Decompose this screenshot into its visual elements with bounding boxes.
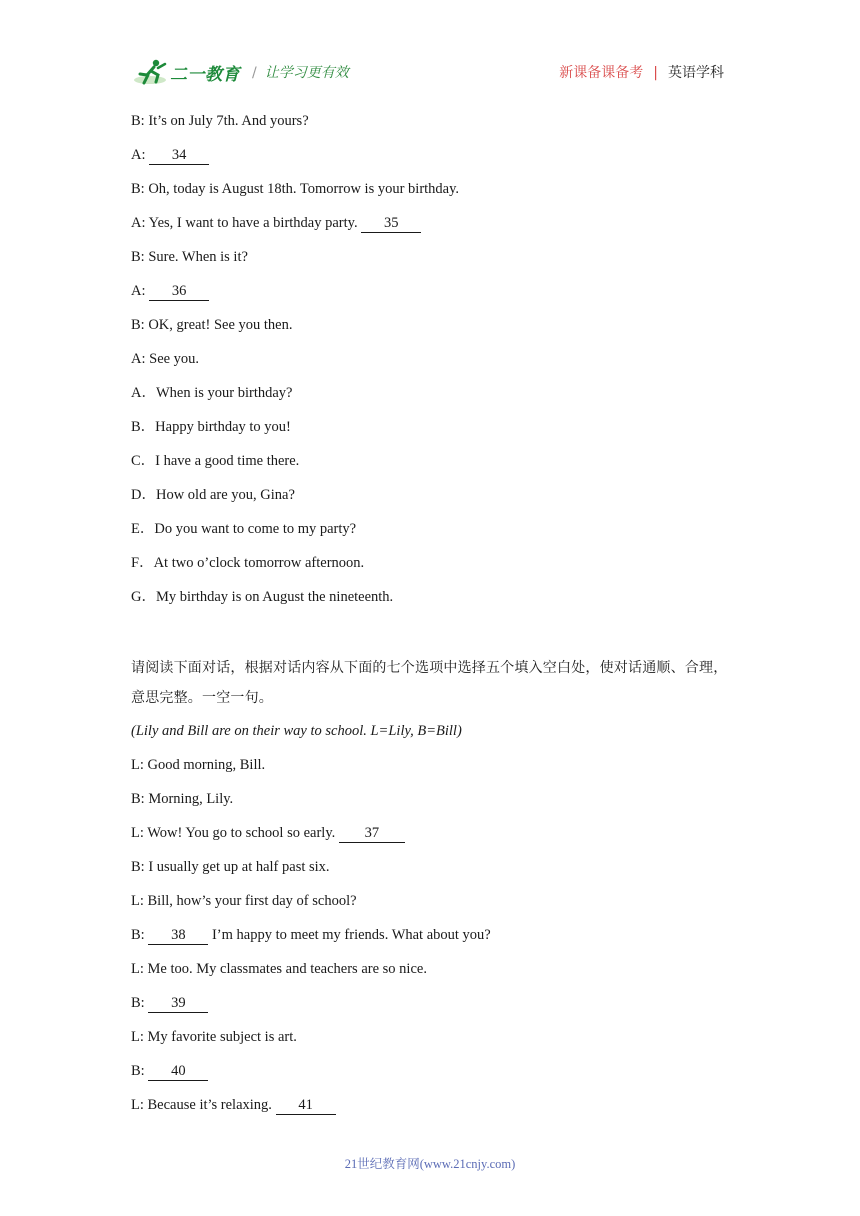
dialog-line: B: I usually get up at half past six. (131, 859, 330, 875)
logo (132, 58, 242, 88)
instruction-text: 请阅读下面对话，根据对话内容从下面的七个选项中选择五个填入空白处，使对话通顺、合理，意思完整。一空一句。 (131, 660, 728, 706)
slogan (252, 62, 349, 82)
dialog-line: A: 36 (131, 281, 209, 301)
option-item: F．At two o’clock tomorrow afternoon. (131, 555, 365, 571)
dialog-line: B: Morning, Lily. (131, 791, 234, 807)
answer-blank: 41 (276, 1097, 336, 1115)
page-header (0, 0, 860, 100)
answer-blank: 38 (148, 927, 208, 945)
dialog-line: A: Yes, I want to have a birthday party. 35 (131, 213, 421, 233)
header-right (559, 62, 724, 82)
dialog-line: B: 39 (131, 993, 208, 1013)
dialog-line: B: OK, great! See you then. (131, 317, 293, 333)
header-subject-label: 英语学科 (668, 65, 724, 81)
option-item: G．My birthday is on August the nineteenth. (131, 589, 394, 605)
answer-blank: 37 (339, 825, 405, 843)
runner-logo-icon (132, 58, 172, 88)
dialog-line: L: Good morning, Bill. (131, 757, 266, 773)
slash-divider-icon: / (252, 65, 257, 81)
answer-blank: 39 (148, 995, 208, 1013)
dialog-line: L: Bill, how’s your first day of school? (131, 893, 357, 909)
option-item: B．Happy birthday to you! (131, 419, 291, 435)
answer-blank: 36 (149, 283, 209, 301)
header-separator: | (653, 65, 658, 81)
dialog-line: A: 34 (131, 145, 209, 165)
dialog-line: L: Wow! You go to school so early. 37 (131, 823, 405, 843)
dialog-line: L: My favorite subject is art. (131, 1029, 297, 1045)
page-footer: 21世纪教育网(www.21cnjy.com) (344, 1157, 516, 1171)
dialog-line: A: See you. (131, 351, 200, 367)
answer-blank: 35 (361, 215, 421, 233)
dialog-line: L: Me too. My classmates and teachers are so nice. (131, 961, 427, 977)
logo-text: 二一教育 (170, 65, 240, 85)
answer-blank: 34 (149, 147, 209, 165)
option-item: E．Do you want to come to my party? (131, 521, 357, 537)
slogan-text: 让学习更有效 (264, 65, 349, 81)
dialog-line: B: Sure. When is it? (131, 249, 248, 265)
dialog-line: L: Because it’s relaxing. 41 (131, 1095, 336, 1115)
scene-description: (Lily and Bill are on their way to school. L=Lily, B=Bill) (131, 723, 462, 739)
dialog-line: B: 40 (131, 1061, 208, 1081)
option-item: D．How old are you, Gina? (131, 487, 295, 503)
answer-blank: 40 (148, 1063, 208, 1081)
option-item: C．I have a good time there. (131, 453, 300, 469)
dialog-line: B: 38 I’m happy to meet my friends. What about you? (131, 927, 491, 943)
dialog-line: B: It’s on July 7th. And yours? (131, 113, 309, 129)
header-course-label: 新课备课备考 (559, 65, 644, 81)
dialog-line: B: Oh, today is August 18th. Tomorrow is your birthday. (131, 181, 460, 197)
option-item: A．When is your birthday? (131, 385, 293, 401)
